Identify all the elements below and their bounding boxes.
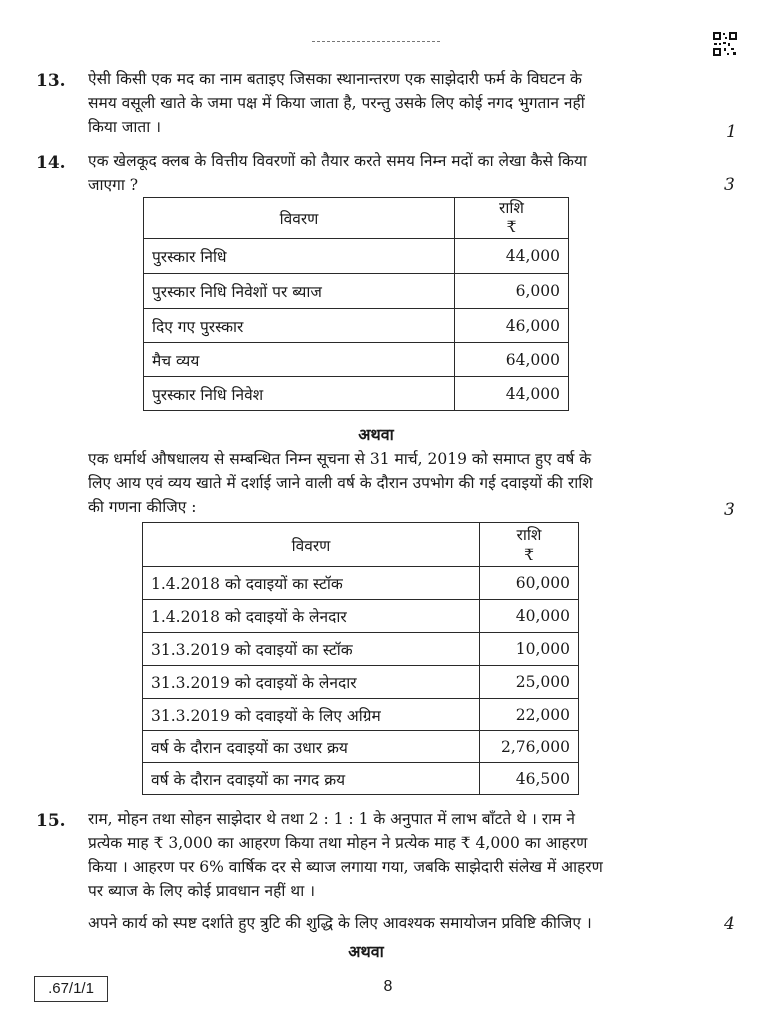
text-line: लिए आय एवं व्यय खाते में दर्शाई जाने वाली वर्ष के दौरान उपभोग की गई दवाइयों की राशि xyxy=(88,474,593,492)
table-row xyxy=(144,239,569,274)
row-amount: 44,000 xyxy=(455,239,569,274)
row-amount: 64,000 xyxy=(455,343,569,377)
table-row xyxy=(143,600,579,633)
table-row xyxy=(143,633,579,666)
row-label: 31.3.2019 को दवाइयों का स्टॉक xyxy=(143,633,480,666)
amount-header-label: राशि xyxy=(499,199,524,217)
table-row xyxy=(143,666,579,699)
particulars-header: विवरण xyxy=(143,523,480,567)
row-amount: 10,000 xyxy=(480,633,579,666)
question-15-text xyxy=(88,807,696,903)
table-row xyxy=(144,377,569,411)
currency-symbol: ₹ xyxy=(524,545,534,564)
amount-header xyxy=(455,198,569,239)
text-line: की गणना कीजिए : xyxy=(88,498,197,516)
row-amount: 44,000 xyxy=(455,377,569,411)
row-label: पुरस्कार निधि निवेशों पर ब्याज xyxy=(144,274,455,309)
table-row xyxy=(143,699,579,731)
or-label: अथवा xyxy=(348,942,384,961)
paper-code: .67/1/1 xyxy=(34,976,108,1002)
row-label: 31.3.2019 को दवाइयों के लिए अग्रिम xyxy=(143,699,480,731)
row-label: 1.4.2018 को दवाइयों का स्टॉक xyxy=(143,567,480,600)
text-line: जाएगा ? xyxy=(88,176,139,194)
row-amount: 46,500 xyxy=(480,763,579,795)
text-line: ऐसी किसी एक मद का नाम बताइए जिसका स्थानान्तरण एक साझेदारी फर्म के विघटन के xyxy=(88,70,582,88)
page-number: 8 xyxy=(383,978,393,995)
table-row xyxy=(143,567,579,600)
question-14-alt-marks: 3 xyxy=(724,500,735,520)
text-line: एक धर्मार्थ औषधालय से सम्बन्धित निम्न सूचना से 31 मार्च, 2019 को समाप्त हुए वर्ष के xyxy=(88,450,592,468)
row-label: 31.3.2019 को दवाइयों के लेनदार xyxy=(143,666,480,699)
qr-code-icon xyxy=(712,31,738,57)
question-14-text xyxy=(88,149,696,197)
row-label: वर्ष के दौरान दवाइयों का नगद क्रय xyxy=(143,763,480,795)
table-row xyxy=(144,309,569,343)
text-line: समय वसूली खाते के जमा पक्ष में किया जाता है, परन्तु उसके लिए कोई नगद भुगतान नहीं xyxy=(88,94,585,112)
row-amount: 60,000 xyxy=(480,567,579,600)
question-15-number: 15. xyxy=(36,811,66,831)
row-amount: 6,000 xyxy=(455,274,569,309)
or-label: अथवा xyxy=(358,425,394,444)
text-line: किया । आहरण पर 6% वार्षिक दर से ब्याज लगाया गया, जबकि साझेदारी संलेख में आहरण xyxy=(88,858,603,876)
question-15-instruction: अपने कार्य को स्पष्ट दर्शाते हुए त्रुटि की शुद्धि के लिए आवश्यक समायोजन प्रविष्टि कीजिए । xyxy=(88,914,592,932)
text-line: पर ब्याज के लिए कोई प्रावधान नहीं था । xyxy=(88,882,316,900)
text-line: एक खेलकूद क्लब के वित्तीय विवरणों को तैयार करते समय निम्न मदों का लेखा कैसे किया xyxy=(88,152,587,170)
row-label: मैच व्यय xyxy=(144,343,455,377)
amount-header xyxy=(480,523,579,567)
question-13-text xyxy=(88,67,696,139)
question-14-number: 14. xyxy=(36,153,66,173)
row-amount: 40,000 xyxy=(480,600,579,633)
question-13-marks: 1 xyxy=(726,122,737,142)
currency-symbol: ₹ xyxy=(506,218,517,236)
table-header-row xyxy=(143,523,579,567)
header-rule xyxy=(312,41,440,42)
question-13-number: 13. xyxy=(36,71,66,91)
question-14-alt-text xyxy=(88,447,696,519)
row-amount: 25,000 xyxy=(480,666,579,699)
row-label: पुरस्कार निधि xyxy=(144,239,455,274)
text-line: प्रत्येक माह ₹ 3,000 का आहरण किया तथा मोहन ने प्रत्येक माह ₹ 4,000 का आहरण xyxy=(88,834,588,852)
text-line: राम, मोहन तथा सोहन साझेदार थे तथा 2 : 1 : 1 के अनुपात में लाभ बाँटते थे । राम ने xyxy=(88,810,575,828)
question-15-marks: 4 xyxy=(724,914,735,934)
table-row xyxy=(144,274,569,309)
row-amount: 2,76,000 xyxy=(480,731,579,763)
text-line: किया जाता । xyxy=(88,118,162,136)
question-14-marks: 3 xyxy=(724,175,735,195)
dispensary-table xyxy=(142,522,579,795)
row-amount: 22,000 xyxy=(480,699,579,731)
row-amount: 46,000 xyxy=(455,309,569,343)
sports-club-table xyxy=(143,197,569,411)
particulars-header: विवरण xyxy=(144,198,455,239)
row-label: 1.4.2018 को दवाइयों के लेनदार xyxy=(143,600,480,633)
table-row xyxy=(144,343,569,377)
row-label: वर्ष के दौरान दवाइयों का उधार क्रय xyxy=(143,731,480,763)
row-label: पुरस्कार निधि निवेश xyxy=(144,377,455,411)
amount-header-label: राशि xyxy=(516,525,542,544)
row-label: दिए गए पुरस्कार xyxy=(144,309,455,343)
table-row xyxy=(143,763,579,795)
table-row xyxy=(143,731,579,763)
table-header-row xyxy=(144,198,569,239)
